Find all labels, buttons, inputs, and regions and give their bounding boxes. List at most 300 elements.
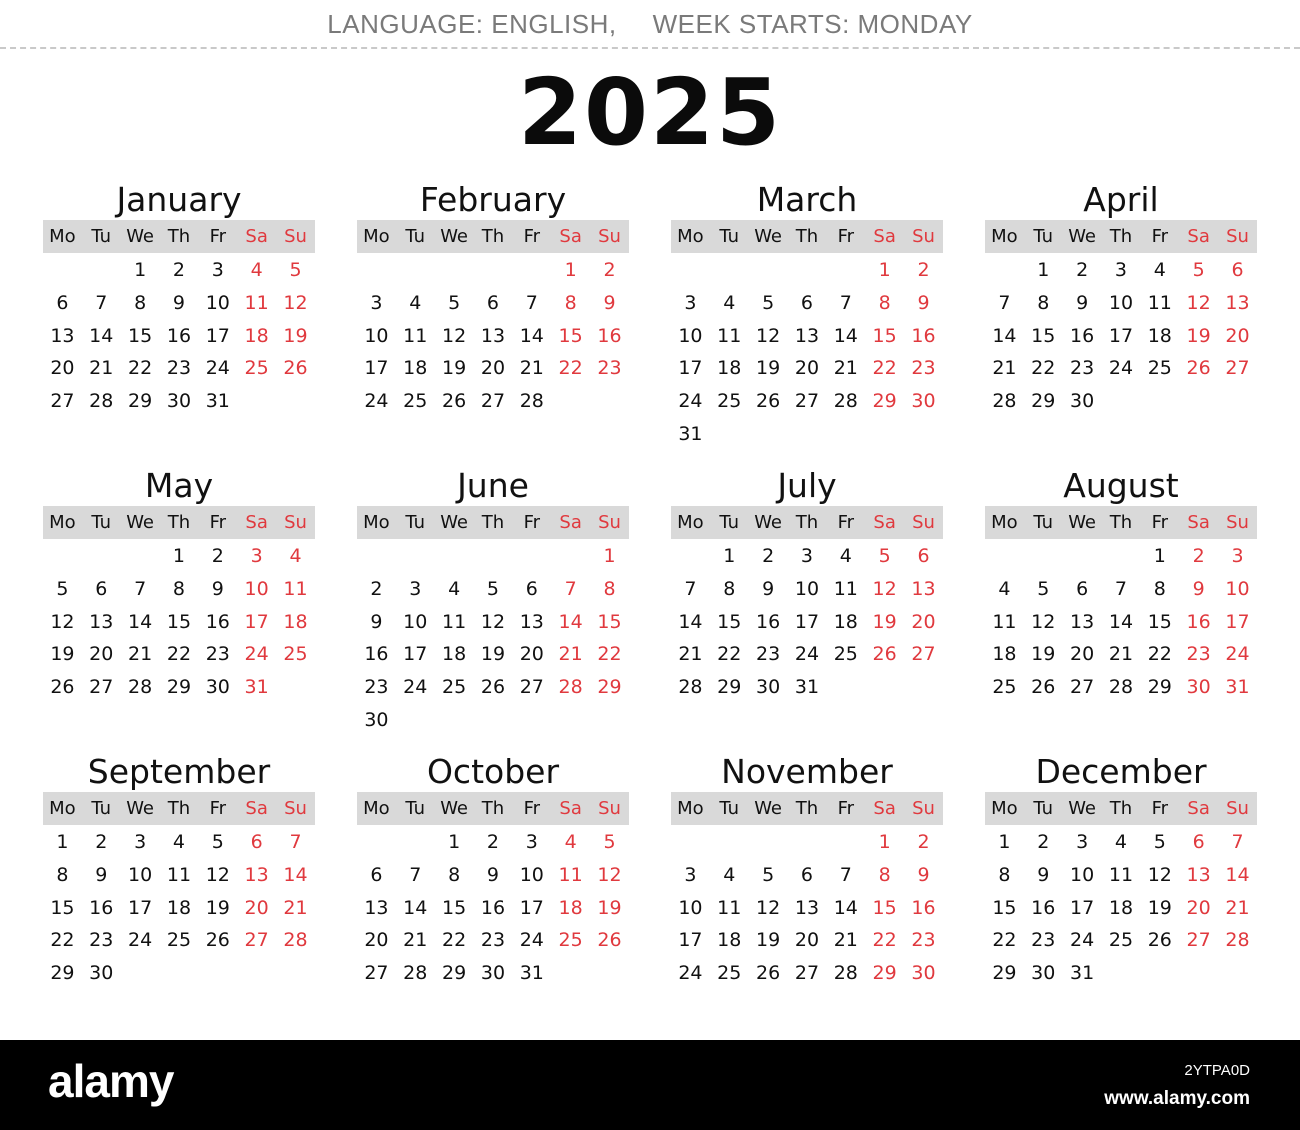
- day-cell: 6: [370, 863, 383, 886]
- day-cell: 21: [833, 929, 858, 952]
- day-cell: 28: [519, 390, 544, 413]
- day-cell: 19: [1186, 324, 1211, 347]
- day-cell: 24: [403, 676, 428, 699]
- day-cell: 7: [409, 863, 422, 886]
- day-cell: 22: [872, 929, 897, 952]
- day-cell: 10: [1225, 577, 1250, 600]
- day-cell: 15: [992, 896, 1017, 919]
- day-cell: 31: [794, 676, 820, 699]
- weekday-label: Th: [481, 226, 505, 247]
- weekday-label: Su: [1226, 798, 1249, 819]
- day-cell: 25: [1147, 357, 1172, 380]
- day-cell: 6: [525, 577, 538, 600]
- weekday-label: Th: [795, 512, 819, 533]
- day-cell: 2: [370, 577, 383, 600]
- day-cell: 19: [205, 896, 230, 919]
- month-may: [43, 466, 315, 746]
- day-cell: 6: [800, 863, 813, 886]
- weekday-label: Th: [1109, 798, 1133, 819]
- month-name: February: [419, 180, 567, 219]
- day-cell: 9: [1037, 863, 1050, 886]
- day-cell: 20: [89, 643, 114, 666]
- day-cell: 8: [134, 291, 147, 314]
- weekday-label: Mo: [363, 798, 390, 819]
- day-cell: 14: [1108, 610, 1134, 633]
- day-cell: 23: [756, 643, 781, 666]
- day-cell: 4: [564, 831, 577, 853]
- day-cell: 8: [172, 577, 185, 600]
- empty-cell: [749, 826, 788, 859]
- day-grid: [43, 540, 315, 704]
- weekday-label: We: [754, 798, 783, 819]
- site-url: www.alamy.com: [1104, 1088, 1250, 1109]
- day-cell: 1: [564, 259, 577, 281]
- month-name: October: [426, 752, 560, 791]
- day-cell: 14: [558, 610, 583, 633]
- weekday-label: We: [754, 512, 783, 533]
- day-cell: 28: [558, 676, 583, 699]
- day-cell: 5: [762, 863, 775, 886]
- weekday-label: Mo: [677, 798, 704, 819]
- day-cell: 5: [448, 291, 461, 314]
- day-cell: 20: [364, 929, 389, 952]
- empty-cell: [1024, 540, 1063, 573]
- empty-cell: [43, 254, 82, 287]
- day-cell: 10: [205, 291, 230, 314]
- weekday-label: Sa: [245, 512, 268, 533]
- day-cell: 5: [289, 259, 302, 281]
- weekday-label: Su: [284, 226, 307, 247]
- day-cell: 8: [878, 863, 891, 886]
- empty-cell: [749, 254, 788, 287]
- day-cell: 21: [128, 643, 153, 666]
- day-cell: 27: [480, 390, 506, 413]
- month-name: November: [721, 752, 893, 791]
- day-cell: 16: [1031, 896, 1056, 919]
- day-cell: 8: [1153, 577, 1166, 600]
- week-start-label: WEEK STARTS: MONDAY: [652, 9, 973, 39]
- day-cell: 20: [244, 896, 269, 919]
- weekday-label: Sa: [245, 226, 268, 247]
- day-cell: 23: [911, 929, 936, 952]
- day-cell: 17: [244, 610, 269, 633]
- weekday-header: [357, 220, 629, 253]
- weekday-label: Tu: [1033, 512, 1054, 533]
- day-cell: 13: [50, 324, 75, 347]
- day-cell: 27: [1225, 357, 1250, 380]
- empty-cell: [512, 540, 551, 573]
- weekday-label: Sa: [1187, 512, 1210, 533]
- day-cell: 20: [480, 357, 506, 380]
- day-grid: [671, 254, 943, 451]
- day-cell: 3: [1076, 831, 1089, 853]
- weekday-label: Tu: [1033, 226, 1054, 247]
- day-cell: 14: [128, 610, 153, 633]
- weekday-label: Tu: [719, 226, 740, 247]
- day-cell: 12: [50, 610, 75, 633]
- day-cell: 4: [1153, 259, 1166, 281]
- day-cell: 1: [723, 545, 736, 567]
- day-cell: 5: [603, 831, 616, 853]
- day-cell: 2: [917, 259, 930, 281]
- day-cell: 23: [911, 357, 936, 380]
- day-cell: 3: [370, 291, 383, 314]
- weekday-header: [985, 220, 1257, 253]
- day-cell: 20: [519, 643, 544, 666]
- day-cell: 12: [597, 863, 622, 886]
- day-cell: 11: [992, 610, 1017, 633]
- day-cell: 10: [678, 896, 703, 919]
- day-cell: 19: [872, 610, 897, 633]
- day-cell: 24: [244, 643, 269, 666]
- day-cell: 26: [756, 390, 781, 413]
- day-cell: 2: [211, 545, 224, 567]
- day-cell: 8: [56, 863, 69, 886]
- day-cell: 5: [486, 577, 499, 600]
- weekday-label: Fr: [209, 512, 227, 533]
- day-cell: 18: [833, 610, 858, 633]
- day-cell: 20: [794, 929, 820, 952]
- empty-cell: [357, 826, 396, 859]
- day-cell: 24: [205, 357, 230, 380]
- month-september: [43, 752, 315, 1032]
- day-cell: 30: [911, 962, 936, 985]
- day-cell: 13: [794, 896, 820, 919]
- day-cell: 16: [1186, 610, 1211, 633]
- weekday-label: Su: [598, 226, 621, 247]
- day-cell: 5: [762, 291, 775, 314]
- empty-cell: [1102, 540, 1141, 573]
- day-cell: 12: [872, 577, 897, 600]
- day-cell: 20: [1225, 324, 1250, 347]
- weekday-label: Th: [481, 512, 505, 533]
- day-cell: 4: [723, 863, 736, 886]
- day-cell: 17: [403, 643, 428, 666]
- day-cell: 22: [1031, 357, 1056, 380]
- day-cell: 21: [1225, 896, 1250, 919]
- day-cell: 30: [1031, 962, 1056, 985]
- weekday-label: Mo: [49, 512, 76, 533]
- day-cell: 11: [283, 577, 308, 600]
- day-cell: 26: [1147, 929, 1172, 952]
- empty-cell: [826, 826, 865, 859]
- day-cell: 2: [603, 259, 616, 281]
- day-cell: 14: [992, 324, 1017, 347]
- day-cell: 19: [1031, 643, 1056, 666]
- day-cell: 16: [480, 896, 506, 919]
- day-cell: 26: [283, 357, 308, 380]
- month-name: April: [1083, 180, 1159, 219]
- day-cell: 6: [1231, 259, 1244, 281]
- day-cell: 22: [1147, 643, 1172, 666]
- year-title: 2025: [517, 59, 783, 166]
- day-cell: 29: [597, 676, 622, 699]
- day-cell: 9: [1076, 291, 1089, 314]
- day-cell: 18: [283, 610, 308, 633]
- day-cell: 25: [717, 390, 742, 413]
- day-cell: 28: [89, 390, 114, 413]
- day-cell: 25: [283, 643, 308, 666]
- day-cell: 11: [717, 896, 742, 919]
- day-cell: 13: [1070, 610, 1095, 633]
- weekday-header: [43, 506, 315, 539]
- day-cell: 25: [442, 676, 467, 699]
- day-cell: 24: [364, 390, 389, 413]
- day-cell: 25: [166, 929, 192, 952]
- day-cell: 30: [1070, 390, 1095, 413]
- day-cell: 10: [1070, 863, 1095, 886]
- month-january: [43, 180, 315, 460]
- month-name: May: [144, 466, 214, 505]
- day-cell: 5: [211, 831, 224, 853]
- day-cell: 7: [1231, 831, 1244, 853]
- weekday-label: Th: [167, 226, 191, 247]
- day-cell: 11: [1147, 291, 1172, 314]
- day-cell: 5: [1153, 831, 1166, 853]
- day-cell: 21: [1108, 643, 1134, 666]
- day-cell: 17: [519, 896, 544, 919]
- day-cell: 15: [442, 896, 467, 919]
- day-cell: 3: [134, 831, 147, 853]
- day-cell: 8: [448, 863, 461, 886]
- month-name: August: [1063, 466, 1179, 505]
- weekday-label: Th: [167, 798, 191, 819]
- day-cell: 3: [684, 863, 697, 886]
- day-cell: 31: [519, 962, 544, 985]
- weekday-label: Tu: [1033, 798, 1054, 819]
- weekday-label: Su: [912, 512, 935, 533]
- month-name: September: [87, 752, 271, 791]
- weekday-header: [43, 220, 315, 253]
- weekday-label: Mo: [363, 226, 390, 247]
- day-cell: 1: [878, 259, 891, 281]
- brand-logo: alamy: [48, 1055, 174, 1107]
- empty-cell: [985, 540, 1024, 573]
- day-cell: 2: [95, 831, 108, 853]
- weekday-label: Sa: [873, 226, 896, 247]
- day-cell: 15: [558, 324, 583, 347]
- empty-cell: [435, 540, 474, 573]
- empty-cell: [551, 540, 590, 573]
- day-cell: 31: [1225, 676, 1250, 699]
- weekday-label: Mo: [49, 798, 76, 819]
- day-cell: 29: [872, 962, 897, 985]
- empty-cell: [671, 254, 710, 287]
- day-cell: 15: [872, 324, 897, 347]
- day-cell: 31: [678, 422, 703, 445]
- day-cell: 20: [794, 357, 820, 380]
- day-cell: 14: [678, 610, 703, 633]
- day-cell: 6: [486, 291, 499, 314]
- day-cell: 25: [992, 676, 1017, 699]
- weekday-label: Sa: [1187, 798, 1210, 819]
- day-grid: [671, 540, 943, 704]
- day-cell: 15: [597, 610, 622, 633]
- day-grid: [357, 540, 629, 737]
- day-cell: 23: [1070, 357, 1095, 380]
- day-cell: 16: [364, 643, 389, 666]
- day-cell: 17: [678, 357, 703, 380]
- day-cell: 1: [998, 831, 1011, 853]
- day-cell: 2: [917, 831, 930, 853]
- day-cell: 11: [717, 324, 742, 347]
- day-cell: 24: [519, 929, 544, 952]
- empty-cell: [788, 254, 827, 287]
- day-cell: 27: [364, 962, 389, 985]
- day-cell: 17: [1225, 610, 1250, 633]
- day-cell: 7: [839, 291, 852, 314]
- day-cell: 24: [794, 643, 820, 666]
- day-cell: 22: [717, 643, 742, 666]
- day-cell: 15: [1031, 324, 1056, 347]
- day-cell: 25: [403, 390, 428, 413]
- day-cell: 13: [519, 610, 544, 633]
- day-cell: 9: [917, 863, 930, 886]
- day-cell: 8: [878, 291, 891, 314]
- empty-cell: [826, 254, 865, 287]
- day-cell: 27: [794, 390, 820, 413]
- day-cell: 9: [603, 291, 616, 314]
- day-cell: 2: [486, 831, 499, 853]
- day-cell: 17: [205, 324, 230, 347]
- month-december: [985, 752, 1257, 1032]
- weekday-label: Fr: [523, 226, 541, 247]
- day-cell: 2: [762, 545, 775, 567]
- day-cell: 19: [597, 896, 622, 919]
- day-cell: 20: [911, 610, 936, 633]
- day-cell: 3: [250, 545, 263, 567]
- day-cell: 6: [917, 545, 930, 567]
- day-cell: 14: [833, 896, 858, 919]
- month-march: [671, 180, 943, 460]
- day-cell: 15: [1147, 610, 1172, 633]
- image-id: 2YTPA0D: [1184, 1062, 1250, 1079]
- watermark-bar: [0, 1040, 1300, 1130]
- day-cell: 19: [283, 324, 308, 347]
- day-cell: 12: [205, 863, 230, 886]
- weekday-label: Tu: [719, 512, 740, 533]
- weekday-label: We: [1068, 226, 1097, 247]
- day-cell: 10: [244, 577, 269, 600]
- day-cell: 15: [128, 324, 153, 347]
- day-cell: 2: [1076, 259, 1089, 281]
- weekday-label: Su: [284, 798, 307, 819]
- day-cell: 24: [678, 962, 703, 985]
- day-cell: 28: [1225, 929, 1250, 952]
- weekday-label: Su: [912, 226, 935, 247]
- day-cell: 22: [166, 643, 192, 666]
- day-cell: 16: [597, 324, 622, 347]
- day-cell: 23: [166, 357, 192, 380]
- day-cell: 20: [50, 357, 75, 380]
- day-cell: 26: [1186, 357, 1211, 380]
- day-cell: 5: [1037, 577, 1050, 600]
- day-grid: [985, 540, 1257, 704]
- weekday-label: We: [126, 226, 155, 247]
- day-cell: 23: [205, 643, 230, 666]
- day-cell: 7: [839, 863, 852, 886]
- day-cell: 12: [1186, 291, 1211, 314]
- day-cell: 7: [289, 831, 302, 853]
- day-cell: 29: [166, 676, 192, 699]
- day-cell: 10: [794, 577, 820, 600]
- day-cell: 23: [364, 676, 389, 699]
- day-cell: 24: [1108, 357, 1134, 380]
- day-cell: 21: [403, 929, 428, 952]
- day-cell: 13: [89, 610, 114, 633]
- weekday-label: Sa: [559, 226, 582, 247]
- empty-cell: [710, 254, 749, 287]
- weekday-label: Sa: [559, 798, 582, 819]
- day-cell: 7: [998, 291, 1011, 314]
- day-cell: 11: [833, 577, 858, 600]
- weekday-header: [985, 792, 1257, 825]
- day-cell: 10: [1108, 291, 1134, 314]
- day-cell: 24: [1070, 929, 1095, 952]
- day-cell: 19: [50, 643, 75, 666]
- day-cell: 9: [172, 291, 185, 314]
- day-cell: 4: [723, 291, 736, 314]
- weekday-header: [671, 220, 943, 253]
- empty-cell: [357, 540, 396, 573]
- day-cell: 22: [442, 929, 467, 952]
- day-cell: 18: [717, 357, 742, 380]
- day-cell: 27: [519, 676, 544, 699]
- day-cell: 29: [1147, 676, 1172, 699]
- day-cell: 30: [911, 390, 936, 413]
- day-cell: 5: [878, 545, 891, 567]
- day-grid: [357, 254, 629, 418]
- day-cell: 8: [564, 291, 577, 314]
- day-cell: 5: [56, 577, 69, 600]
- weekday-label: We: [440, 798, 469, 819]
- day-cell: 25: [1108, 929, 1134, 952]
- day-cell: 12: [442, 324, 467, 347]
- day-grid: [43, 826, 315, 990]
- weekday-header: [671, 506, 943, 539]
- day-cell: 11: [442, 610, 467, 633]
- day-cell: 19: [480, 643, 506, 666]
- month-august: [985, 466, 1257, 746]
- day-cell: 4: [409, 291, 422, 314]
- day-cell: 14: [519, 324, 544, 347]
- day-cell: 9: [486, 863, 499, 886]
- weekday-label: Su: [1226, 226, 1249, 247]
- weekday-label: Fr: [209, 798, 227, 819]
- day-cell: 6: [1076, 577, 1089, 600]
- day-cell: 2: [1037, 831, 1050, 853]
- day-cell: 1: [1153, 545, 1166, 567]
- day-cell: 18: [403, 357, 428, 380]
- day-cell: 26: [597, 929, 622, 952]
- day-cell: 25: [244, 357, 269, 380]
- weekday-label: Fr: [837, 512, 855, 533]
- weekday-label: Fr: [837, 226, 855, 247]
- month-july: [671, 466, 943, 746]
- day-cell: 1: [172, 545, 185, 567]
- day-cell: 16: [89, 896, 114, 919]
- day-cell: 29: [442, 962, 467, 985]
- day-cell: 21: [519, 357, 544, 380]
- weekday-label: Fr: [1151, 512, 1169, 533]
- day-cell: 7: [134, 577, 147, 600]
- day-cell: 21: [678, 643, 703, 666]
- day-cell: 8: [998, 863, 1011, 886]
- month-name: June: [457, 466, 529, 505]
- weekday-label: Th: [167, 512, 191, 533]
- day-cell: 27: [911, 643, 936, 666]
- day-cell: 3: [211, 259, 224, 281]
